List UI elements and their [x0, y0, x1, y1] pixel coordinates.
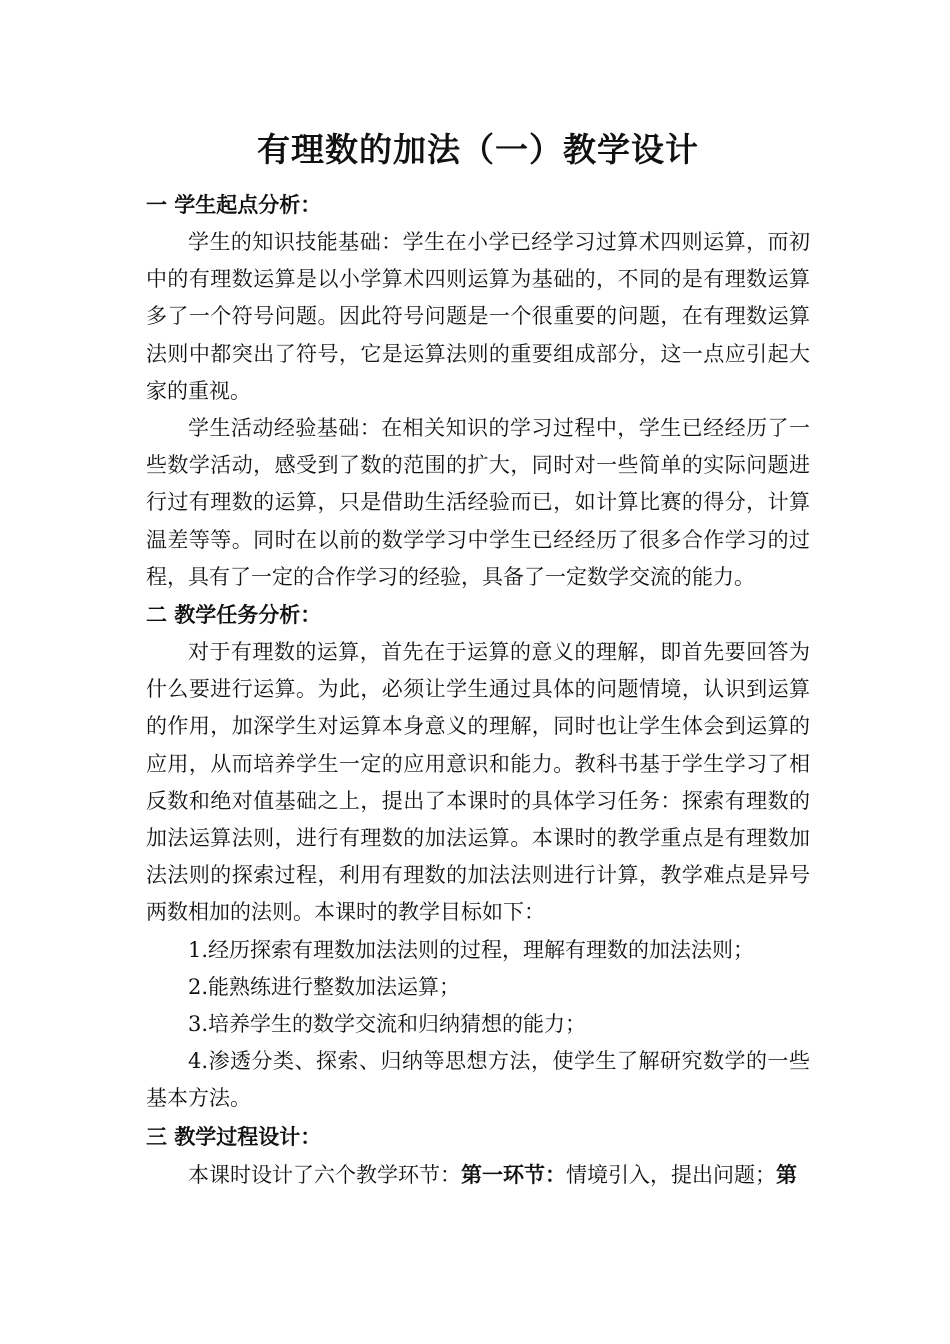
paragraph: 对于有理数的运算，首先在于运算的意义的理解，即首先要回答为什么要进行运算。为此，必须让学生通过具体的问题情境，认识到运算的作用，加深学生对运算本身意义的理解，同时也让学生体会到运算的应用，从而培养学生一定的应用意识和能力。教科书基于学生学习了相反数和绝对值基础之上，提出了本课时的具体学习任务：探索有理数的加法运算法则，进行有理数的加法运算。本课时的教学重点是有理数加法法则的探索过程，利用有理数的加法法则进行计算，教学难点是异号两数相加的法则。本课时的教学目标如下：: [146, 640, 810, 925]
intro-text: 情境引入，提出问题；: [566, 1162, 776, 1187]
list-item: 2.能熟练进行整数加法运算；: [188, 974, 461, 999]
list-item: 1.经历探索有理数加法法则的过程，理解有理数的加法法则；: [188, 937, 755, 962]
section-task-analysis: [146, 596, 810, 1118]
section-heading: 三 教学过程设计：: [146, 1123, 322, 1149]
list-item: 3.培养学生的数学交流和归纳猜想的能力；: [188, 1012, 587, 1037]
intro-text: 本课时设计了六个教学环节：: [188, 1162, 461, 1187]
section-process-design: [146, 1118, 810, 1194]
stage-label: 第: [776, 1161, 797, 1187]
stage-label: 第一环节：: [461, 1161, 566, 1187]
paragraph: [146, 1156, 810, 1194]
paragraph: 学生活动经验基础：在相关知识的学习过程中，学生已经经历了一些数学活动，感受到了数的范围的扩大，同时对一些简单的实际问题进行过有理数的运算，只是借助生活经验而已，如计算比赛的得分，计算温差等等。同时在以前的数学学习中学生已经经历了很多合作学习的过程，具有了一定的合作学习的经验，具备了一定数学交流的能力。: [146, 416, 810, 589]
section-student-analysis: [146, 186, 810, 596]
section-heading: 一 学生起点分析：: [146, 192, 322, 217]
document-title: 有理数的加法（一）教学设计: [257, 130, 699, 169]
list-item: 4.渗透分类、探索、归纳等思想方法，使学生了解研究数学的一些基本方法。: [146, 1049, 810, 1111]
paragraph: 学生的知识技能基础：学生在小学已经学习过算术四则运算，而初中的有理数运算是以小学算术四则运算为基础的，不同的是有理数运算多了一个符号问题。因此符号问题是一个很重要的问题，在有理数运算法则中都突出了符号，它是运算法则的重要组成部分，这一点应引起大家的重视。: [146, 230, 810, 403]
section-heading: 二 教学任务分析：: [146, 602, 322, 628]
document-page: [146, 126, 810, 1194]
